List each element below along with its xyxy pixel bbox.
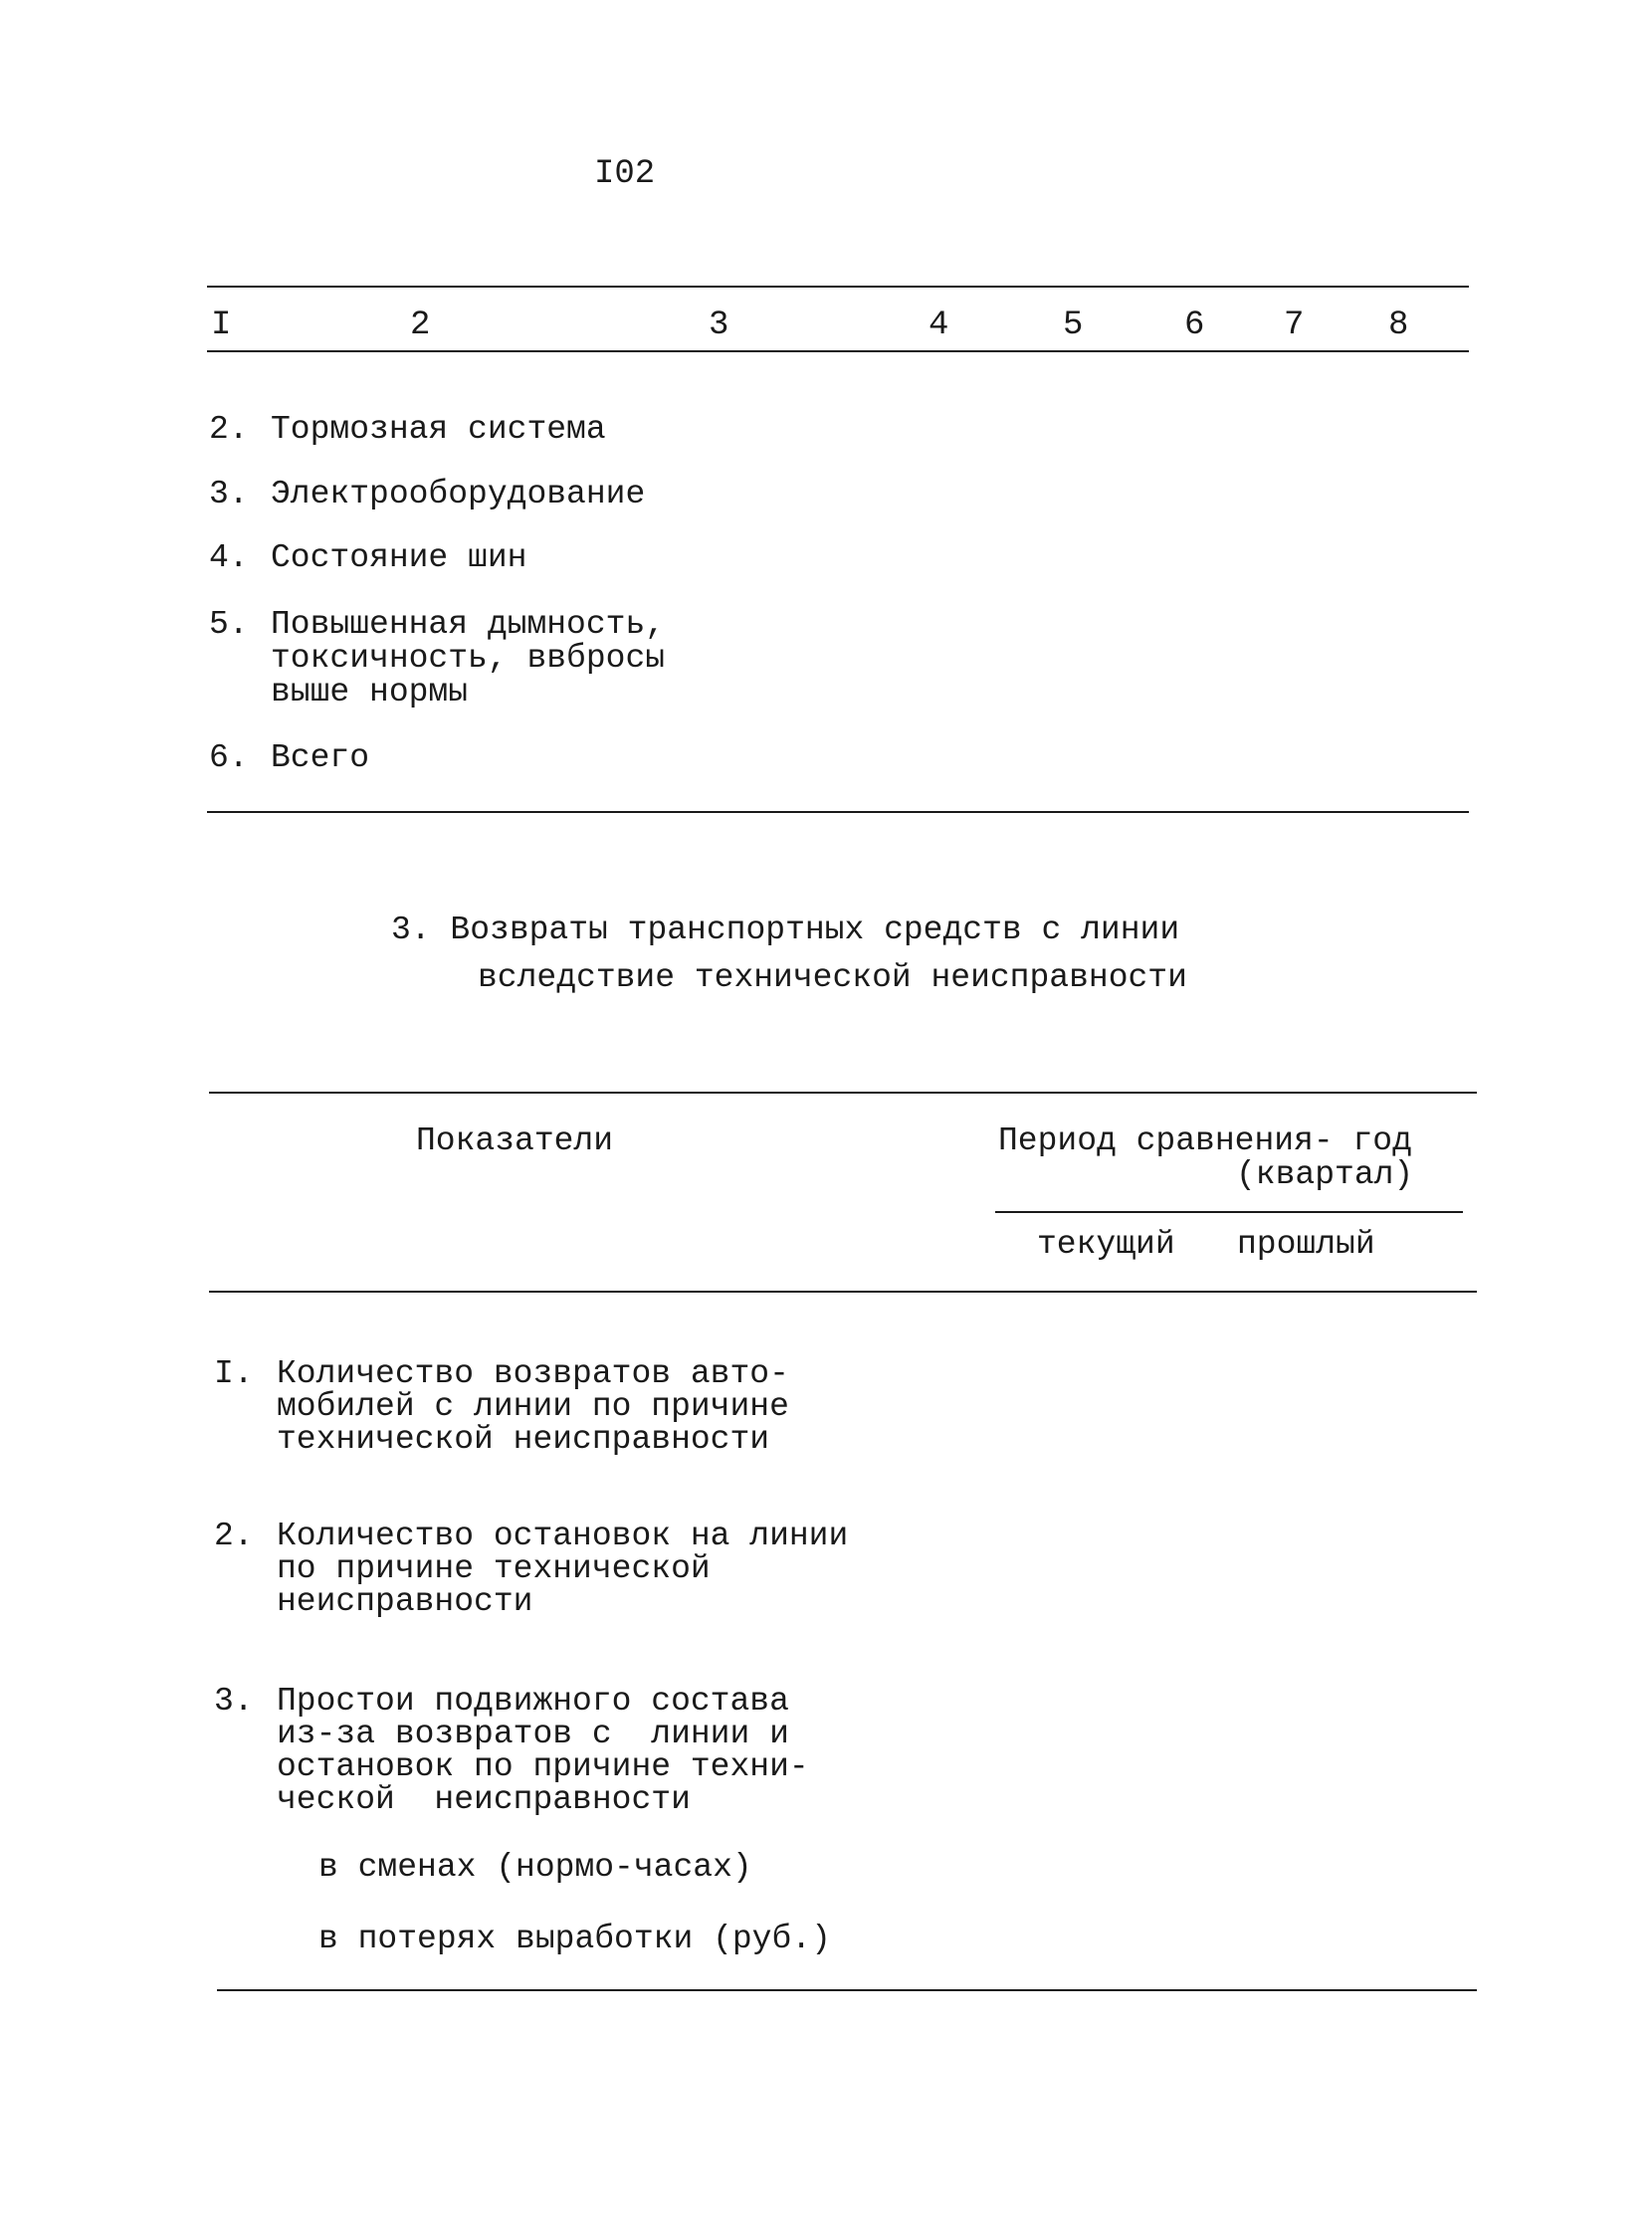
table1-row-label: токсичность, ввбросы: [271, 640, 666, 677]
table2-row-num: 2.: [214, 1518, 254, 1554]
table1-row-label: выше нормы: [271, 674, 469, 711]
table1-row-num: 5.: [209, 606, 249, 643]
table1-row-label: Всего: [271, 739, 370, 776]
table2-row-label: мобилей с линии по причине: [277, 1388, 789, 1425]
table1-row-num: 3.: [209, 476, 249, 512]
table2-row-label: неисправности: [277, 1583, 533, 1620]
indicators-header: Показатели: [416, 1122, 614, 1159]
table2-top-rule: [209, 1092, 1477, 1094]
table1-column-numbers: [0, 308, 1652, 348]
column-number: 4: [929, 306, 949, 344]
table1-row-label: Электрооборудование: [271, 476, 646, 512]
table1-row-num: 6.: [209, 739, 249, 776]
table1-top-rule: [207, 286, 1469, 288]
table2-row-label: Простои подвижного состава: [277, 1683, 789, 1720]
table2-row-label: из-за возвратов с линии и: [277, 1716, 789, 1752]
table2-row-num: 3.: [214, 1683, 254, 1720]
column-number: 5: [1063, 306, 1084, 344]
current-column-header: текущий: [1037, 1226, 1175, 1263]
past-column-header: прошлый: [1237, 1226, 1375, 1263]
table2-row-label: по причине технической: [277, 1550, 711, 1587]
column-number: I: [211, 306, 232, 344]
table2-header-rule: [209, 1291, 1477, 1293]
table2-row-label: Количество остановок на линии: [277, 1518, 849, 1554]
section-title: 3. Возвраты транспортных средств с линии: [391, 912, 1180, 948]
table1-row-num: 4.: [209, 539, 249, 576]
table2-row-label: остановок по причине техни-: [277, 1748, 809, 1785]
column-number: 6: [1184, 306, 1205, 344]
table1-row-label: Повышенная дымность,: [271, 606, 666, 643]
table2-period-rule: [995, 1211, 1463, 1213]
table2-row-label: Количество возвратов авто-: [277, 1355, 789, 1392]
column-number: 7: [1284, 306, 1305, 344]
column-number: 2: [410, 306, 431, 344]
table1-bottom-rule: [207, 811, 1469, 813]
table2-row-label: технической неисправности: [277, 1421, 770, 1458]
table1-header-rule: [207, 350, 1469, 352]
table1-row-label: Состояние шин: [271, 539, 527, 576]
table1-row-num: 2.: [209, 411, 249, 448]
column-number: 3: [709, 306, 729, 344]
period-header: Период сравнения- год: [998, 1122, 1412, 1159]
column-number: 8: [1388, 306, 1409, 344]
table2-sub-row: в потерях выработки (руб.): [318, 1921, 831, 1957]
table1-row-label: Тормозная система: [271, 411, 606, 448]
table2-bottom-rule: [217, 1989, 1477, 1991]
table2-row-num: I.: [214, 1355, 254, 1392]
section-title: вследствие технической неисправности: [478, 959, 1187, 996]
table2-sub-row: в сменах (нормо-часах): [318, 1849, 752, 1886]
period-header-sub: (квартал): [1236, 1156, 1414, 1193]
page-number: I02: [594, 155, 656, 193]
table2-row-label: ческой неисправности: [277, 1781, 691, 1818]
